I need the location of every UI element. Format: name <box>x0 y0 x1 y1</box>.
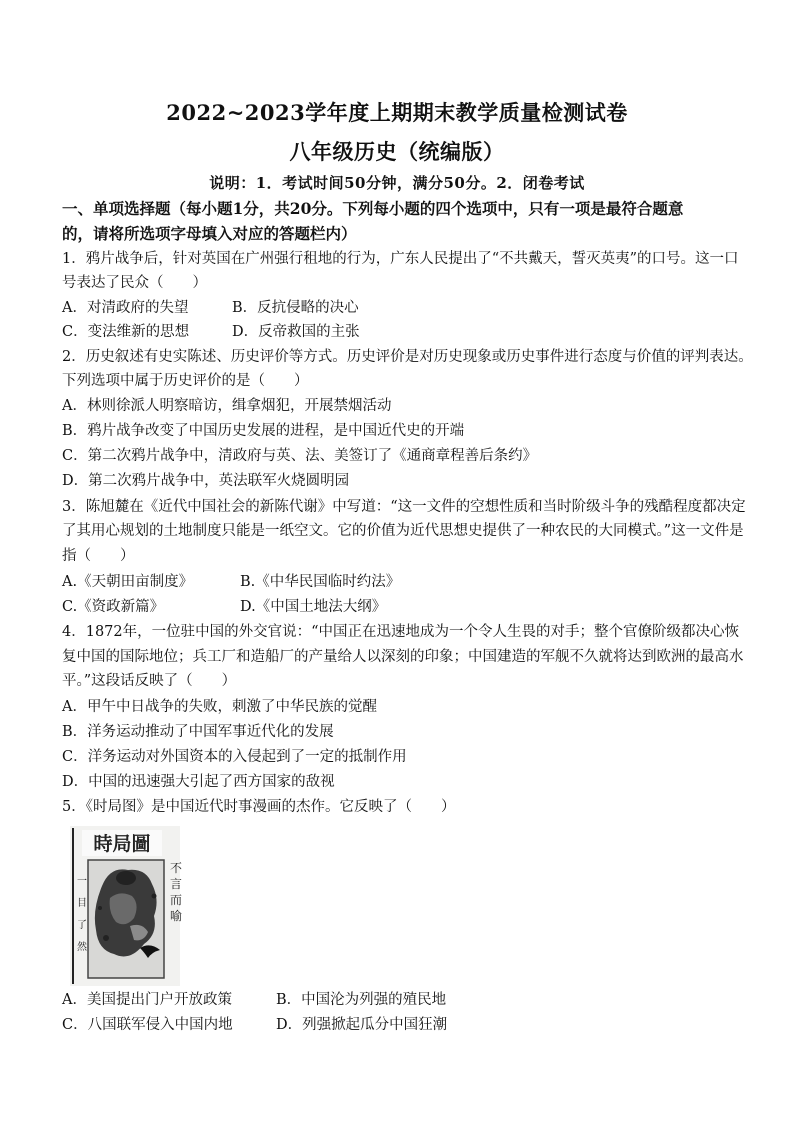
question-4-option-a: A．甲午中日战争的失败，刺激了中华民族的觉醒 <box>62 699 377 715</box>
cartoon-caption-right-char: 而 <box>170 893 183 907</box>
cartoon-caption-right-char: 言 <box>170 877 183 891</box>
cartoon-caption-left-char: 然 <box>77 942 87 953</box>
section-heading-line-2: 的，请将所选项字母填入对应的答题栏内） <box>62 224 357 243</box>
cartoon-title: 時局圖 <box>93 833 151 855</box>
question-2-line-2: 下列选项中属于历史评价的是（ ） <box>62 373 309 389</box>
question-2-option-b: B．鸦片战争改变了中国历史发展的进程，是中国近代史的开端 <box>62 423 465 439</box>
exam-subtitle: 八年级历史（统编版） <box>289 139 505 164</box>
question-3-option-c: C.《资政新篇》 <box>62 599 165 615</box>
cartoon-caption-right-char: 喻 <box>170 909 183 923</box>
cartoon-caption-left-char: 了 <box>77 920 87 931</box>
cartoon-caption-left-char: 目 <box>77 898 87 909</box>
question-5-line-1: 5．《时局图》是中国近代时事漫画的杰作。它反映了（ ） <box>62 799 456 815</box>
question-3-line-1: 3．陈旭麓在《近代中国社会的新陈代谢》中写道：“这一文件的空想性质和当时阶级斗争的残酷程度都决定 <box>62 499 746 515</box>
question-1-option-a: A．对清政府的失望 <box>62 300 189 316</box>
question-5-option-a: A．美国提出门户开放政策 <box>62 992 232 1008</box>
question-4-option-c: C．洋务运动对外国资本的入侵起到了一定的抵制作用 <box>62 749 407 765</box>
question-5-option-b: B．中国沦为列强的殖民地 <box>276 992 447 1008</box>
question-2-option-a: A．林则徐派人明察暗访，缉拿烟犯，开展禁烟活动 <box>62 398 392 414</box>
question-3-line-2: 了其用心规划的土地制度只能是一纸空文。它的价值为近代思想史提供了一种农民的大同模式。”这一文件是 <box>62 523 744 539</box>
question-1-option-c: C．变法维新的思想 <box>62 324 190 340</box>
question-3-option-a: A.《天朝田亩制度》 <box>62 574 194 590</box>
question-2-option-d: D．第二次鸦片战争中，英法联军火烧圆明园 <box>62 473 350 489</box>
exam-title: 2022~2023学年度上期期末教学质量检测试卷 <box>166 100 628 125</box>
question-5-option-c: C．八国联军侵入中国内地 <box>62 1017 233 1033</box>
exam-instructions: 说明：1．考试时间50分钟，满分50分。2．闭卷考试 <box>209 174 585 192</box>
question-1-option-d: D．反帝救国的主张 <box>232 324 360 340</box>
question-1-line-1: 1．鸦片战争后，针对英国在广州强行租地的行为，广东人民提出了“不共戴天，誓灭英夷”的口号。这一口 <box>62 251 739 267</box>
question-4-option-b: B．洋务运动推动了中国军事近代化的发展 <box>62 724 334 740</box>
shiju-tu-cartoon-image <box>70 826 183 986</box>
question-3-line-3: 指（ ） <box>62 548 135 564</box>
question-5-option-d: D．列强掀起瓜分中国狂潮 <box>276 1017 448 1033</box>
question-1-line-2: 号表达了民众（ ） <box>62 275 207 291</box>
cartoon-caption-right-char: 不 <box>170 861 183 875</box>
question-2-option-c: C．第二次鸦片战争中，清政府与英、法、美签订了《通商章程善后条约》 <box>62 448 538 464</box>
question-2-line-1: 2．历史叙述有史实陈述、历史评价等方式。历史评价是对历史现象或历史事件进行态度与价值的评判表达。 <box>62 349 753 365</box>
question-4-line-1: 4．1872年，一位驻中国的外交官说：“中国正在迅速地成为一个令人生畏的对手；整个官僚阶级都决心恢 <box>62 624 740 640</box>
cartoon-caption-left-char: 一 <box>77 876 87 887</box>
section-heading-line-1: 一、单项选择题（每小题1分，共20分。下列每小题的四个选项中，只有一项是最符合题意 <box>62 199 684 218</box>
question-4-line-2: 复中国的国际地位；兵工厂和造船厂的产量给人以深刻的印象；中国建造的军舰不久就将达到欧洲的最高水 <box>62 649 744 665</box>
question-1-option-b: B．反抗侵略的决心 <box>232 300 359 316</box>
question-4-option-d: D．中国的迅速强大引起了西方国家的敌视 <box>62 774 335 790</box>
question-4-line-3: 平。”这段话反映了（ ） <box>62 673 237 689</box>
question-3-option-d: D.《中国土地法大纲》 <box>240 599 387 615</box>
question-3-option-b: B.《中华民国临时约法》 <box>240 574 401 590</box>
